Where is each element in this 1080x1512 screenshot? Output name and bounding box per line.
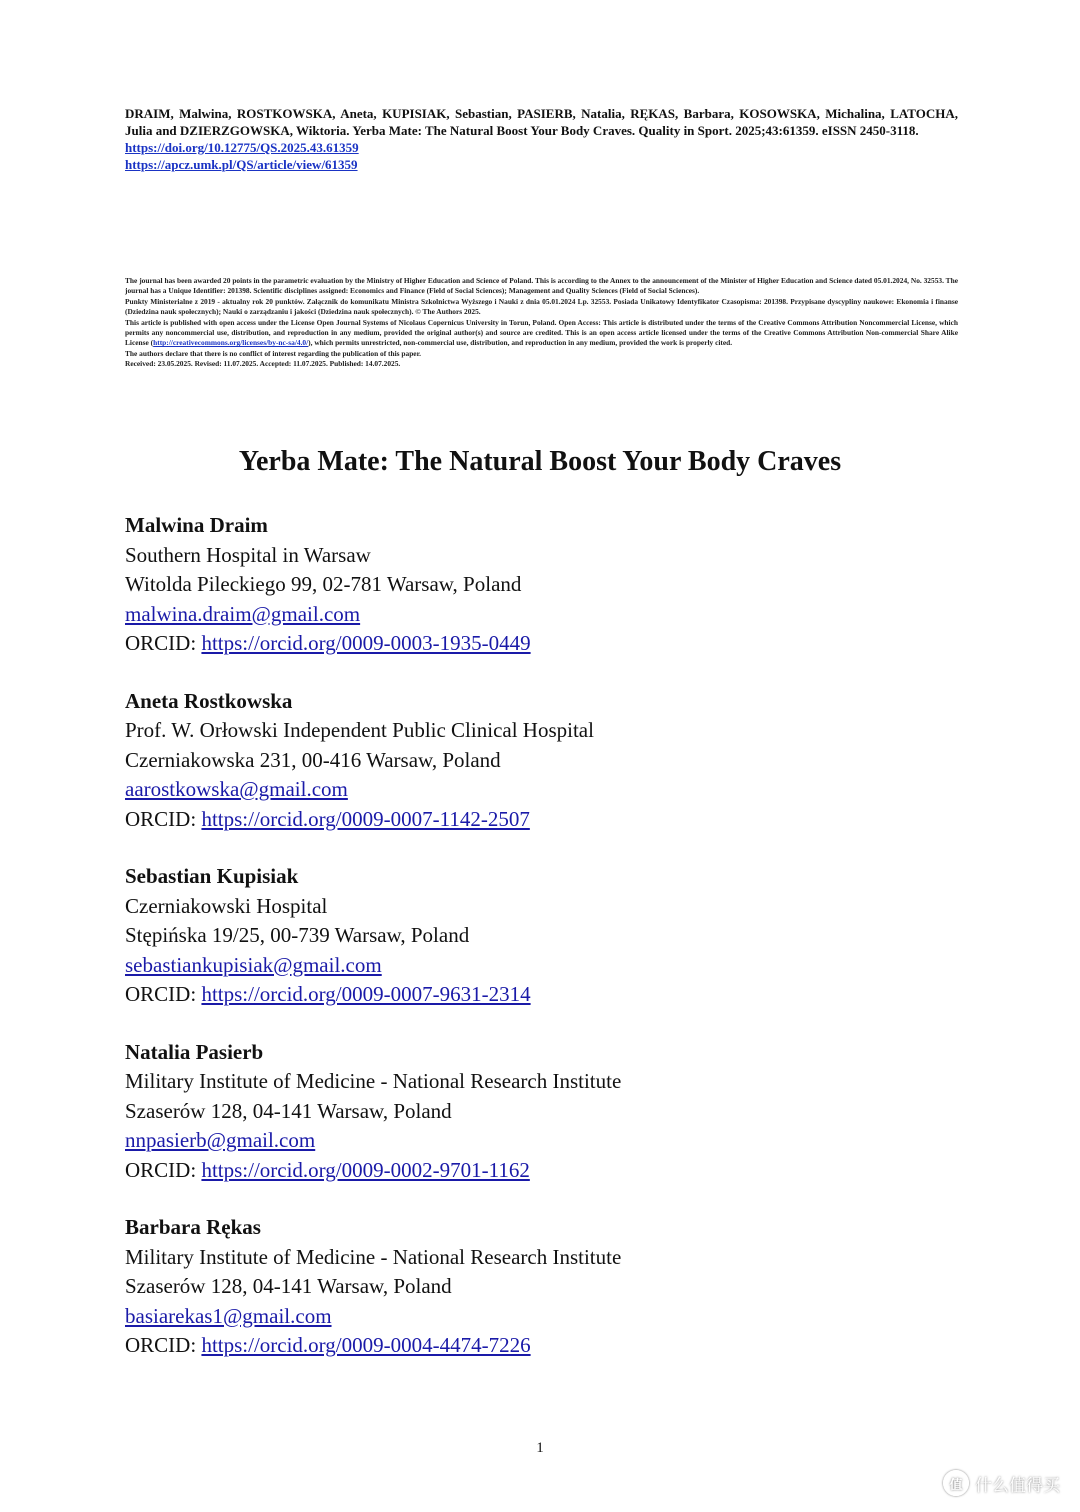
author-entry [125, 687, 985, 863]
notice-license: This article is published with open access under the License Open Journal Systems of Nicolaus Copernicus University in Torun, Poland. Open Access: This article is distributed under the terms of the Creative Commons Attribution Noncommercial License, which permits any noncommercial use, distribution, and reproduction in any medium, provided the original author(s) and source are credited. This is an open access article licensed under the terms of the Creative Commons Attribution Non-commercial Share Alike License (http://creativecommons.org/licenses/by-nc-sa/4.0/), which permits unrestricted, non-commercial use, distribution, and reproduction in any medium, provided the work is properly cited. [125, 317, 958, 348]
author-orcid-link[interactable]: https://orcid.org/0009-0003-1935-0449 [201, 631, 531, 655]
author-name: Barbara Rękas [125, 1215, 261, 1239]
watermark-logo-icon: 值 [943, 1470, 969, 1496]
author-email-link[interactable]: malwina.draim@gmail.com [125, 601, 361, 626]
doi-link[interactable]: https://doi.org/10.12775/QS.2025.43.61359 [125, 140, 359, 155]
author-orcid-link[interactable]: https://orcid.org/0009-0007-1142-2507 [201, 806, 530, 831]
author-affiliation: Military Institute of Medicine - National Research Institute [125, 1244, 622, 1269]
author-address: Szaserów 128, 04-141 Warsaw, Poland [125, 1098, 452, 1123]
notice-dates: Received: 23.05.2025. Revised: 11.07.2025. Accepted: 11.07.2025. Published: 14.07.2025. [125, 359, 401, 369]
author-orcid: ORCID: https://orcid.org/0009-0007-9631-2314 [125, 982, 531, 1006]
article-link[interactable]: https://apcz.umk.pl/QS/article/view/61359 [125, 157, 358, 172]
license-link[interactable]: http://creativecommons.org/licenses/by-nc-sa/4.0/ [153, 338, 309, 348]
author-address: Stępińska 19/25, 00-739 Warsaw, Poland [125, 923, 470, 947]
author-entry [125, 1038, 985, 1214]
page-number: 1 [536, 1440, 544, 1456]
author-orcid-link[interactable]: https://orcid.org/0009-0004-4474-7226 [201, 1333, 531, 1357]
author-name: Natalia Pasierb [125, 1039, 264, 1064]
notice-conflict: The authors declare that there is no conflict of interest regarding the publication of this paper. [125, 348, 422, 358]
site-watermark [943, 1470, 1060, 1496]
citation-text: DRAIM, Malwina, ROSTKOWSKA, Aneta, KUPISIAK, Sebastian, PASIERB, Natalia, RĘKAS, Barbara, KOSOWSKA, Michalina, LATOCHA, Julia and DZIERZGOWSKA, Wiktoria. Yerba Mate: The Natural Boost Your Body Craves. Quality in Sport. 2025;43:61359. eISSN 2450-3118. [125, 106, 958, 138]
author-address: Witolda Pileckiego 99, 02-781 Warsaw, Poland [125, 572, 522, 596]
author-entry [125, 1213, 985, 1389]
paper-title: Yerba Mate: The Natural Boost Your Body Craves [238, 446, 842, 477]
author-orcid: ORCID: https://orcid.org/0009-0002-9701-1162 [125, 1157, 530, 1182]
author-orcid: ORCID: https://orcid.org/0009-0003-1935-0449 [125, 631, 531, 655]
citation-block [125, 105, 958, 173]
author-entry [125, 862, 985, 1038]
author-name: Sebastian Kupisiak [125, 864, 299, 888]
notice-ministerial-points: Punkty Ministerialne z 2019 - aktualny rok 20 punktów. Załącznik do komunikatu Ministra Szkolnictwa Wyższego i Nauki z dnia 05.01.2024 Lp. 32553. Posiada Unikatowy Identyfikator Czasopisma: 201398. Przypisane dyscypliny naukowe: Ekonomia i finanse (Dziedzina nauk społecznych); Nauki o zarządzaniu i jakości (Dziedzina nauk społecznych). © The Authors 2025. [125, 296, 958, 317]
author-name: Malwina Draim [125, 513, 268, 537]
author-email-link[interactable]: sebastiankupisiak@gmail.com [125, 952, 382, 977]
author-email-link[interactable]: nnpasierb@gmail.com [125, 1128, 316, 1152]
watermark-text: 什么值得买 [975, 1475, 1060, 1496]
author-orcid: ORCID: https://orcid.org/0009-0004-4474-7226 [125, 1333, 531, 1357]
author-affiliation: Czerniakowski Hospital [125, 893, 328, 918]
author-affiliation: Prof. W. Orłowski Independent Public Clinical Hospital [125, 718, 594, 742]
author-orcid-link[interactable]: https://orcid.org/0009-0002-9701-1162 [201, 1157, 530, 1182]
author-orcid: ORCID: https://orcid.org/0009-0007-1142-2507 [125, 806, 530, 831]
author-affiliation: Military Institute of Medicine - National Research Institute [125, 1069, 622, 1093]
author-address: Czerniakowska 231, 00-416 Warsaw, Poland [125, 747, 501, 772]
author-orcid-link[interactable]: https://orcid.org/0009-0007-9631-2314 [201, 982, 531, 1006]
author-address: Szaserów 128, 04-141 Warsaw, Poland [125, 1274, 452, 1298]
author-name: Aneta Rostkowska [125, 688, 293, 713]
journal-notice [125, 276, 958, 370]
author-email-link[interactable]: basiarekas1@gmail.com [125, 1303, 332, 1328]
author-entry [125, 511, 985, 687]
author-affiliation: Southern Hospital in Warsaw [125, 542, 371, 567]
author-email-link[interactable]: aarostkowska@gmail.com [125, 777, 348, 801]
author-list [125, 511, 985, 1389]
notice-evaluation: The journal has been awarded 20 points in the parametric evaluation by the Ministry of Higher Education and Science of Poland. This is according to the Annex to the announcement of the Minister of Higher Education and Science dated 05.01.2024, No. 32553. The journal has a Unique Identifier: 201398. Scientific disciplines assigned: Economics and Finance (Field of Social Sciences); Management and Quality Sciences (Field of Social Sciences). [125, 276, 958, 296]
